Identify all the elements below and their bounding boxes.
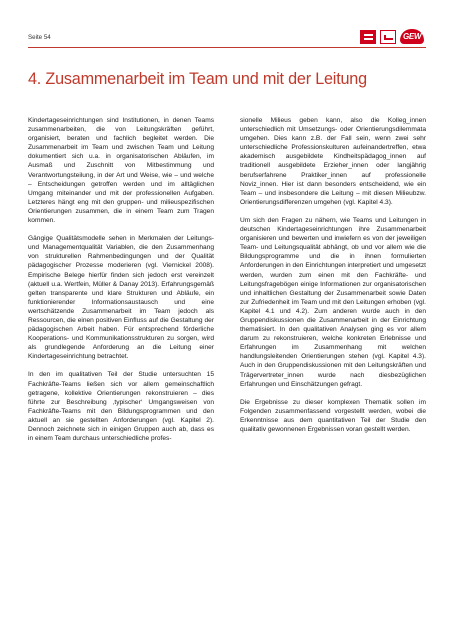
paragraph: Die Ergebnisse zu dieser komplexen Thematik sollen im Folgenden zusammenfassend vorgestellt werden, wobei die Erkenntnisse aus dem quantitativen Teil der Studie den qualitativ gewonnenen Ergebnissen voran gestellt werden. <box>240 398 426 433</box>
page-label: Seite 54 <box>28 34 51 41</box>
paragraph: Um sich den Fragen zu nähern, wie Teams und Leitungen in deutschen Kindertageseinrichtungen ihre Zusammenarbeit organisieren und bewerten und inwiefern es von der jeweiligen Team- und Leitungsqualität abhängt, ob und vor allem wie die Bildungsprogramme und die in ihnen formulierten Anforderungen in den Einrichtungen interpretiert und umgesetzt werden, wurden zum einen mit den Fachkräfte- und Leitungsfragebögen einige Informationen zur organisatorischen und inhaltlichen Gestaltung der Zusammenarbeit sowie Daten zur Zufriedenheit im Team und mit den Leitungen erhoben (vgl. Kapitel 4.1 und 4.2). Zum anderen wurde auch in den Gruppendiskussionen die Zusammenarbeit in der Einrichtung thematisiert. In den qualitativen Analysen ging es vor allem darum zu rekonstruieren, welche konkreten Erlebnisse und Erfahrungen im Zusammenhang mit welchen handlungsleitenden Orientierungen stehen (vgl. Kapitel 4.3). Auch in den Gruppendiskussionen mit den Leitungskräften und Trägervertreter_innen wurde nach diesbezüglichen Erfahrungen und Einschätzungen gefragt. <box>240 216 426 388</box>
chapter-title: 4. Zusammenarbeit im Team und mit der Leitung <box>28 70 367 88</box>
gew-logo-text: GEW <box>403 32 422 41</box>
right-column <box>240 116 426 443</box>
paragraph: Gängige Qualitätsmodelle sehen in Merkmalen der Leitungs- und Managementqualität Variablen, die den Zusammenhang von strukturellen Rahmenbedingungen und der Qualität pädagogischer Prozesse moderieren (vgl. Viernickel 2008). Empirische Belege hierfür finden sich jedoch erst vereinzelt (aktuell u.a. Wertfein, Müller & Danay 2013). Erfahrungsgemäß gelten transparente und klare Strukturen und Abläufe, ein funktionierender Informationsaustausch und eine wertschätzende Zusammenarbeit im Team jedoch als Ressourcen, die einen positiven Einfluss auf die Gestaltung der pädagogischen Arbeit haben. Für entsprechend förderliche Kooperations- und Kommunikationsstrukturen zu sorgen, wird als grundlegende Anforderung an die Leitung einer Kindertageseinrichtung betrachtet. <box>28 235 214 361</box>
paragraph: In den im qualitativen Teil der Studie untersuchten 15 Fachkräfte-Teams ließen sich vor allem gemeinschaftlich getragene, kollektive Orientierungen rekonstruieren – dies führte zur Beschreibung ‚typischer‘ Umgangsweisen von Fachkräfte-Teams mit den Bildungsprogrammen und den aktuell an sie gestellten Anforderungen (vgl. Kapitel 2). Dennoch zeichnete sich in einigen Gruppen auch ab, dass es in einem Team durchaus unterschiedliche profes- <box>28 371 214 443</box>
paragraph: sionelle Milieus geben kann, also die Kolleg_innen unterschiedlich mit Umsetzungs- oder Orientierungsdilemmata umgehen. Dies kann z.B. der Fall sein, wenn zwei sehr unterschiedliche Professionskulturen aufeinandertreffen, etwa akademisch ausgebildete Kindheitspädagog_innen auf traditionell ausgebildete Erzieher_innen oder langjährig berufserfahrene Praktiker_innen auf professionelle Noviz_innen. Hier ist dann besonders entscheidend, wie ein Team – und insbesondere die Leitung – mit diesen Milieubzw. Orientierungsdifferenzen umgehen (vgl. Kapitel 4.3). <box>240 117 426 206</box>
publisher-logos <box>360 29 426 45</box>
equals-logo-icon <box>360 30 376 44</box>
gew-logo-icon <box>400 29 426 45</box>
box-logo-icon <box>380 30 396 44</box>
header-rule <box>28 47 426 48</box>
left-column <box>28 116 214 452</box>
paragraph: Kindertageseinrichtungen sind Institutionen, in denen Teams zusammenarbeiten, die von Leitungskräften geführt, organisiert, beraten und fachlich begleitet werden. Die Zusammenarbeit im Team und zwischen Team und Leitung dokumentiert sich u.a. in organisatorischen Abläufen, im Ausmaß und Zuschnitt von Mitbestimmung und Verantwortungsteilung, in der Art und Weise, wie – und welche – Entscheidungen getroffen werden und im alltäglichen Umgang miteinander und mit der professionellen Aufgaben. Letzteres hängt eng mit den gruppen- und milieuspezifischen Orientierungen zusammen, die in einem Team zum Tragen kommen. <box>28 117 214 225</box>
